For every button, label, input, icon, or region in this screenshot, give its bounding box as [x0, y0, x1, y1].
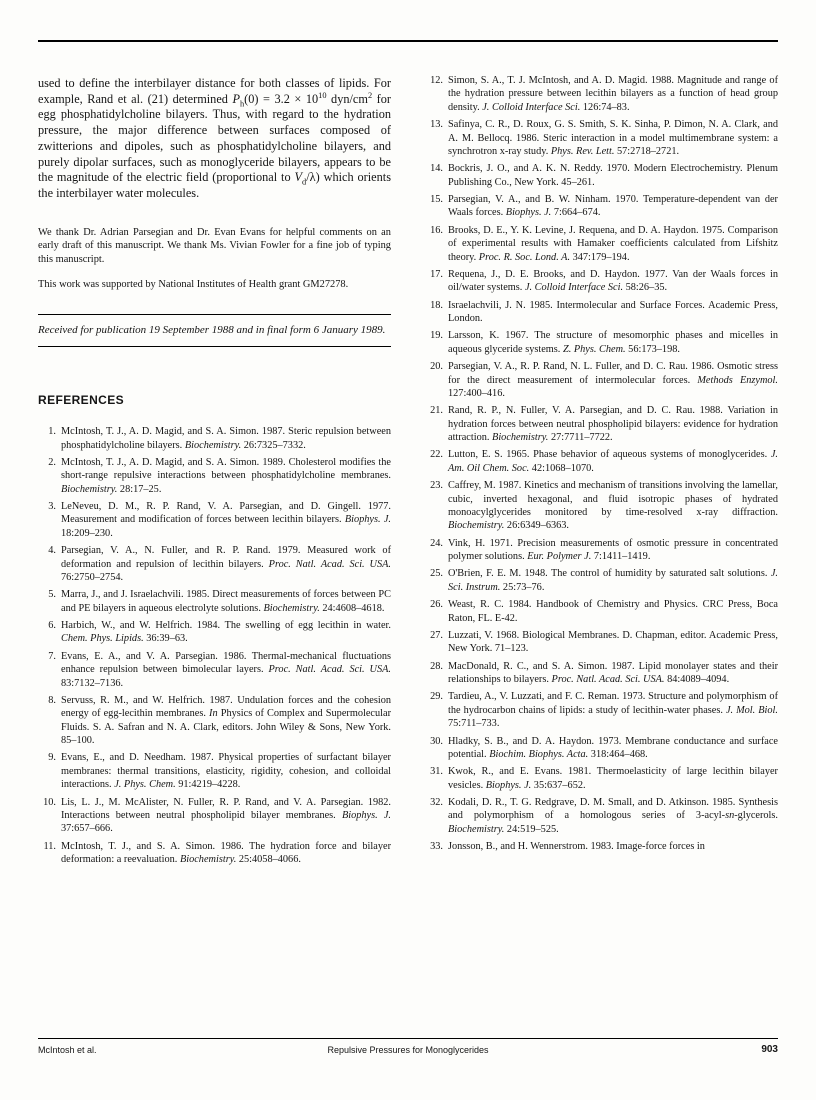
- reference-number: 2.: [48, 456, 56, 468]
- reference-text: Simon, S. A., T. J. McIntosh, and A. D. Magid. 1988. Magnitude and range of the hydration pressure between lecithin bilayers as a function of head group density. J. Colloid Interface Sci. 126:74–83.: [448, 75, 778, 113]
- reference-text: Marra, J., and J. Israelachvili. 1985. Direct measurements of forces between PC and PE bilayers in aqueous electrolyte solutions. Biochemistry. 24:4608–4618.: [61, 589, 391, 614]
- reference-item: [425, 268, 778, 295]
- reference-number: 32.: [430, 797, 443, 808]
- reference-number: 27.: [430, 629, 443, 641]
- references-heading: REFERENCES: [38, 393, 125, 408]
- reference-text: McIntosh, T. J., A. D. Magid, and S. A. Simon. 1989. Cholesterol modifies the short-range repulsive interactions between phosphatidylcholine membranes. Biochemistry. 28:17–25.: [61, 456, 391, 495]
- reference-text: MacDonald, R. C., and S. A. Simon. 1987. Lipid monolayer states and their relationships to bilayers. Proc. Natl. Acad. Sci. USA. 84:4089–4094.: [448, 660, 778, 685]
- reference-item: [425, 840, 778, 853]
- reference-number: 16.: [430, 224, 443, 236]
- reference-number: 18.: [430, 299, 443, 311]
- reference-number: 33.: [430, 841, 443, 853]
- reference-item: [425, 224, 778, 264]
- reference-text: Kodali, D. R., T. G. Redgrave, D. M. Small, and D. Atkinson. 1985. Synthesis and polymorphism of a homologous series of 3-acyl-sn-glycerols. Biochemistry. 24:519–525.: [448, 797, 778, 835]
- reference-number: 11.: [43, 840, 56, 852]
- reference-text: Parsegian, V. A., R. P. Rand, N. L. Fuller, and D. C. Rau. 1986. Osmotic stress for the direct measurement of intermolecular forces. Methods Enzymol. 127:400–416.: [448, 361, 778, 399]
- reference-text: Jonsson, B., and H. Wennerstrom. 1983. Image-force forces in: [448, 841, 705, 853]
- reference-item: [38, 796, 391, 836]
- top-rule: [38, 40, 778, 42]
- reference-text: Lutton, E. S. 1965. Phase behavior of aqueous systems of monoglycerides. J. Am. Oil Chem. Soc. 42:1068–1070.: [448, 449, 778, 474]
- reference-item: [38, 588, 391, 615]
- reference-text: Luzzati, V. 1968. Biological Membranes. D. Chapman, editor. Academic Press, New York. 71–123.: [448, 629, 778, 655]
- reference-number: 6.: [48, 620, 56, 632]
- reference-item: [425, 404, 778, 444]
- reference-text: Evans, E., and D. Needham. 1987. Physical properties of surfactant bilayer membranes: thermal transitions, elasticity, rigidity, cohesion, and colloidal interactions. J. Phys. Chem. 91:4219–4228.: [61, 752, 391, 791]
- divider-below-received: [38, 346, 391, 347]
- left-column: [38, 60, 391, 870]
- reference-number: 29.: [430, 691, 443, 703]
- reference-item: [425, 567, 778, 594]
- references-left: [38, 425, 391, 866]
- reference-item: [425, 162, 778, 189]
- reference-text: Hladky, S. B., and D. A. Haydon. 1973. Membrane conductance and surface potential. Biochim. Biophys. Acta. 318:464–468.: [448, 735, 778, 760]
- reference-number: 12.: [430, 75, 443, 86]
- reference-text: Vink, H. 1971. Precision measurements of osmotic pressure in concentrated polymer solutions. Eur. Polymer J. 7:1411–1419.: [448, 537, 778, 562]
- reference-text: Kwok, R., and E. Evans. 1981. Thermoelasticity of large lecithin bilayer vesicles. Biophys. J. 35:637–652.: [448, 766, 778, 791]
- reference-number: 25.: [430, 568, 443, 580]
- reference-number: 23.: [430, 480, 443, 492]
- reference-item: [425, 448, 778, 475]
- reference-item: [38, 456, 391, 496]
- reference-text: Parsegian, V. A., and B. W. Ninham. 1970. Temperature-dependent van der Waals forces. Biophys. J. 7:664–674.: [448, 194, 778, 219]
- reference-number: 8.: [48, 694, 56, 706]
- reference-text: Weast, R. C. 1984. Handbook of Chemistry and Physics. CRC Press, Boca Raton, FL. E-42.: [448, 599, 778, 624]
- reference-item: [425, 765, 778, 792]
- reference-number: 31.: [430, 766, 443, 778]
- reference-number: 14.: [430, 163, 443, 175]
- reference-number: 22.: [430, 449, 443, 461]
- footer-page-number: 903: [761, 1044, 778, 1055]
- reference-text: Lis, L. J., M. McAlister, N. Fuller, R. P. Rand, and V. A. Parsegian. 1982. Interactions between neutral phospholipid bilayer membranes. Biophys. J. 37:657–666.: [61, 796, 392, 835]
- reference-text: Parsegian, V. A., N. Fuller, and R. P. Rand. 1979. Measured work of deformation and repulsion of lecithin bilayers. Proc. Natl. Acad. Sci. USA. 76:2750–2754.: [61, 545, 391, 583]
- reference-text: McIntosh, T. J., and S. A. Simon. 1986. The hydration force and bilayer deformation: a reevaluation. Biochemistry. 25:4058–4066.: [61, 840, 391, 866]
- reference-item: [38, 500, 391, 540]
- reference-item: [38, 694, 391, 748]
- reference-text: Israelachvili, J. N. 1985. Intermolecular and Surface Forces. Academic Press, London.: [448, 299, 778, 324]
- reference-number: 9.: [48, 752, 56, 764]
- reference-item: [38, 619, 391, 646]
- reference-item: [38, 840, 391, 867]
- received-note: Received for publication 19 September 1988 and in final form 6 January 1989.: [38, 323, 386, 336]
- reference-item: [425, 299, 778, 326]
- reference-number: 1.: [48, 426, 56, 438]
- acknowledgment-paragraph: We thank Dr. Adrian Parsegian and Dr. Evan Evans for helpful comments on an early draft of this manuscript. We thank Ms. Vivian Fowler for a fine job of typing this manuscript.: [38, 226, 391, 265]
- reference-number: 24.: [430, 537, 443, 549]
- reference-item: [38, 751, 391, 791]
- reference-text: Rand, R. P., N. Fuller, V. A. Parsegian, and D. C. Rau. 1988. Variation in hydration forces between neutral phospholipid bilayers: evidence for hydration attraction. Biochemistry. 27:7711–7722.: [448, 405, 778, 443]
- reference-number: 19.: [430, 330, 443, 342]
- reference-number: 10.: [43, 796, 56, 808]
- reference-number: 17.: [430, 268, 443, 280]
- reference-item: [425, 735, 778, 762]
- reference-item: [425, 629, 778, 656]
- reference-text: Caffrey, M. 1987. Kinetics and mechanism of transitions involving the lamellar, cubic, inverted hexagonal, and fluid isotropic phases of hydrated monoacylglycerides monitored by time-resolved x-ray diffraction. Biochemistry. 26:6349–6363.: [448, 480, 778, 532]
- reference-number: 30.: [430, 735, 443, 747]
- reference-text: Evans, E. A., and V. A. Parsegian. 1986. Thermal-mechanical fluctuations enhance repulsion between bimolecular layers. Proc. Natl. Acad. Sci. USA. 83:7132–7136.: [61, 650, 392, 689]
- reference-number: 5.: [48, 589, 56, 601]
- reference-text: McIntosh, T. J., A. D. Magid, and S. A. Simon. 1987. Steric repulsion between phosphatidylcholine bilayers. Biochemistry. 26:7325–7332.: [61, 426, 391, 451]
- reference-text: Safinya, C. R., D. Roux, G. S. Smith, S. K. Sinha, P. Dimon, N. A. Clark, and A. M. Bellocq. 1986. Steric interaction in a model multimembrane system: a synchrotron x-ray study. Phys. Rev. Lett. 57:2718–2721.: [448, 119, 778, 157]
- references-right: [425, 74, 778, 854]
- page-content: [38, 60, 778, 870]
- reference-text: Requena, J., D. E. Brooks, and D. Haydon. 1977. Van der Waals forces in oil/water systems. J. Colloid Interface Sci. 58:26–35.: [448, 268, 778, 294]
- reference-item: [425, 660, 778, 687]
- reference-number: 21.: [430, 405, 443, 417]
- reference-text: Larsson, K. 1967. The structure of mesomorphic phases and micelles in aqueous glyceride systems. Z. Phys. Chem. 56:173–198.: [448, 330, 778, 355]
- reference-item: [425, 690, 778, 730]
- body-paragraph: used to define the interbilayer distance for both classes of lipids. For example, Rand et al. (21) determined $P_h(0) = 3.2 \times 10^{10}$ dyn/$cm^2$ for egg phosphatidylcholine bilayers. Thus, with regard to the hydration pressure, the major difference between surfaces composed of zwitterions and dipoles, such as phosphatidylcholine bilayers, and purely dipolar surfaces, such as monoglyceride bilayers, appears to be the magnitude of the electric field (proportional to $V_d/\lambda$) which orients the interbilayer water molecules.: [38, 76, 391, 201]
- reference-item: [425, 193, 778, 220]
- reference-item: [38, 544, 391, 584]
- reference-text: Bockris, J. O., and A. K. N. Reddy. 1970. Modern Electrochemistry. Plenum Publishing Co., New York. 45–261.: [448, 163, 778, 188]
- reference-item: [425, 118, 778, 158]
- reference-number: 13.: [430, 119, 443, 131]
- divider-above-received: [38, 314, 391, 315]
- reference-item: [425, 74, 778, 114]
- reference-text: Harbich, W., and W. Helfrich. 1984. The swelling of egg lecithin in water. Chem. Phys. Lipids. 36:39–63.: [61, 620, 391, 645]
- reference-item: [425, 796, 778, 836]
- reference-item: [425, 329, 778, 356]
- right-column: [425, 60, 778, 870]
- reference-number: 7.: [48, 650, 56, 662]
- reference-item: [425, 537, 778, 564]
- reference-item: [425, 479, 778, 533]
- reference-text: Brooks, D. E., Y. K. Levine, J. Requena, and D. A. Haydon. 1975. Comparison of experimental results with Hamaker coefficients calculated from Lifshitz theory. Proc. R. Soc. Lond. A. 347:179–194.: [448, 224, 778, 263]
- reference-number: 4.: [48, 545, 56, 557]
- reference-number: 20.: [430, 361, 443, 373]
- reference-number: 15.: [430, 194, 443, 205]
- reference-number: 26.: [430, 599, 443, 611]
- reference-number: 3.: [48, 501, 56, 513]
- reference-number: 28.: [430, 660, 443, 672]
- footer-running-title: Repulsive Pressures for Monoglycerides: [327, 1045, 489, 1055]
- reference-item: [425, 360, 778, 400]
- footer-authors: McIntosh et al.: [38, 1045, 97, 1055]
- reference-text: Tardieu, A., V. Luzzati, and F. C. Reman. 1973. Structure and polymorphism of the hydrocarbon chains of lipids: a study of lecithin-water phases. J. Mol. Biol. 75:711–733.: [448, 691, 778, 730]
- reference-text: O'Brien, F. E. M. 1948. The control of humidity by saturated salt solutions. J. Sci. Instrum. 25:73–76.: [448, 568, 778, 593]
- funding-paragraph: This work was supported by National Institutes of Health grant GM27278.: [38, 279, 349, 291]
- reference-item: [425, 598, 778, 625]
- reference-item: [38, 650, 391, 690]
- page-footer: [38, 1038, 778, 1055]
- reference-item: [38, 425, 391, 452]
- reference-text: Servuss, R. M., and W. Helfrich. 1987. Undulation forces and the cohesion energy of egg-lecithin membranes. In Physics of Complex and Supermolecular Fluids. S. A. Safran and N. A. Clark, editors. John Wiley & Sons, New York. 85–100.: [61, 694, 392, 747]
- reference-text: LeNeveu, D. M., R. P. Rand, V. A. Parsegian, and D. Gingell. 1977. Measurement and modification of forces between lecithin bilayers. Biophys. J. 18:209–230.: [61, 501, 391, 539]
